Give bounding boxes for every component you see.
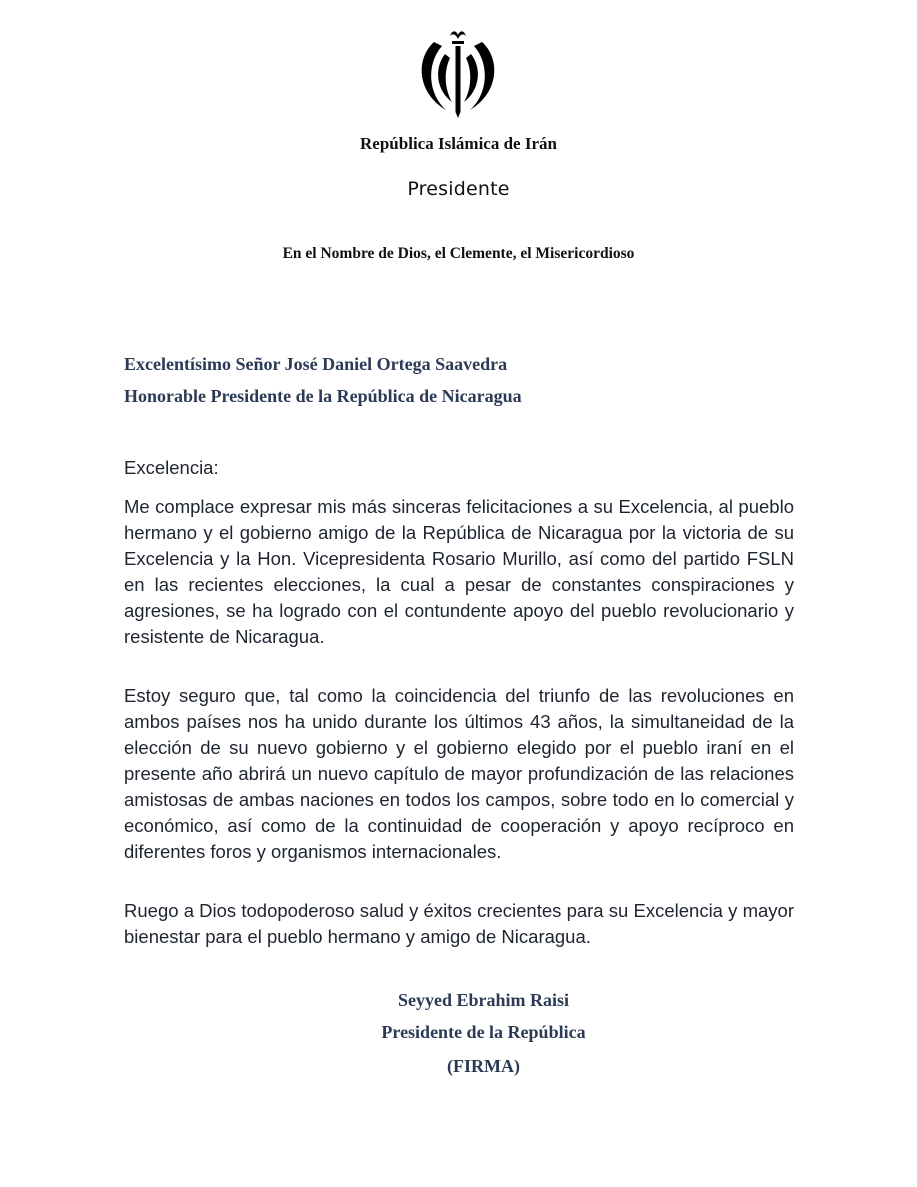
letter-greeting: Excelencia:: [124, 457, 219, 478]
letter-paragraph-2: Estoy seguro que, tal como la coincidencia del triunfo de las revoluciones en ambos países nos ha unido durante los últimos 43 años, la simultaneidad de la elección de su nuevo gobierno y el gobierno elegido por el pueblo iraní en el presente año abrirá un nuevo capítulo de mayor profundización de las relaciones amistosas de ambas naciones en todos los campos, sobre todo en lo comercial y económico, así como de la continuidad de cooperación y apoyo recíproco en diferentes foros y organismos internacionales.: [124, 685, 794, 862]
recipient-name: Excelentísimo Señor José Daniel Ortega Saavedra: [124, 354, 508, 374]
iran-emblem-icon: [412, 30, 504, 120]
letter-paragraph-1: Me complace expresar mis más sinceras felicitaciones a su Excelencia, al pueblo hermano y el gobierno amigo de la República de Nicaragua por la victoria de su Excelencia y la Hon. Vicepresidenta Rosario Murillo, así como del partido FSLN en las recientes elecciones, la cual a pesar de constantes conspiraciones y agresiones, se ha logrado con el contundente apoyo del pueblo revolucionario y resistente de Nicaragua.: [124, 496, 794, 647]
invocation-line: En el Nombre de Dios, el Clemente, el Misericordioso: [282, 245, 635, 262]
country-name: República Islámica de Irán: [360, 134, 557, 153]
letter-paragraph-3: Ruego a Dios todopoderoso salud y éxitos crecientes para su Excelencia y mayor bienestar para el pueblo hermano y amigo de Nicaragua.: [124, 900, 794, 947]
office-title: Presidente: [407, 178, 510, 200]
signature-mark: (FIRMA): [447, 1056, 520, 1076]
recipient-title: Honorable Presidente de la República de Nicaragua: [124, 386, 522, 406]
signatory-name: Seyyed Ebrahim Raisi: [397, 990, 570, 1010]
signatory-title: Presidente de la República: [381, 1022, 586, 1042]
